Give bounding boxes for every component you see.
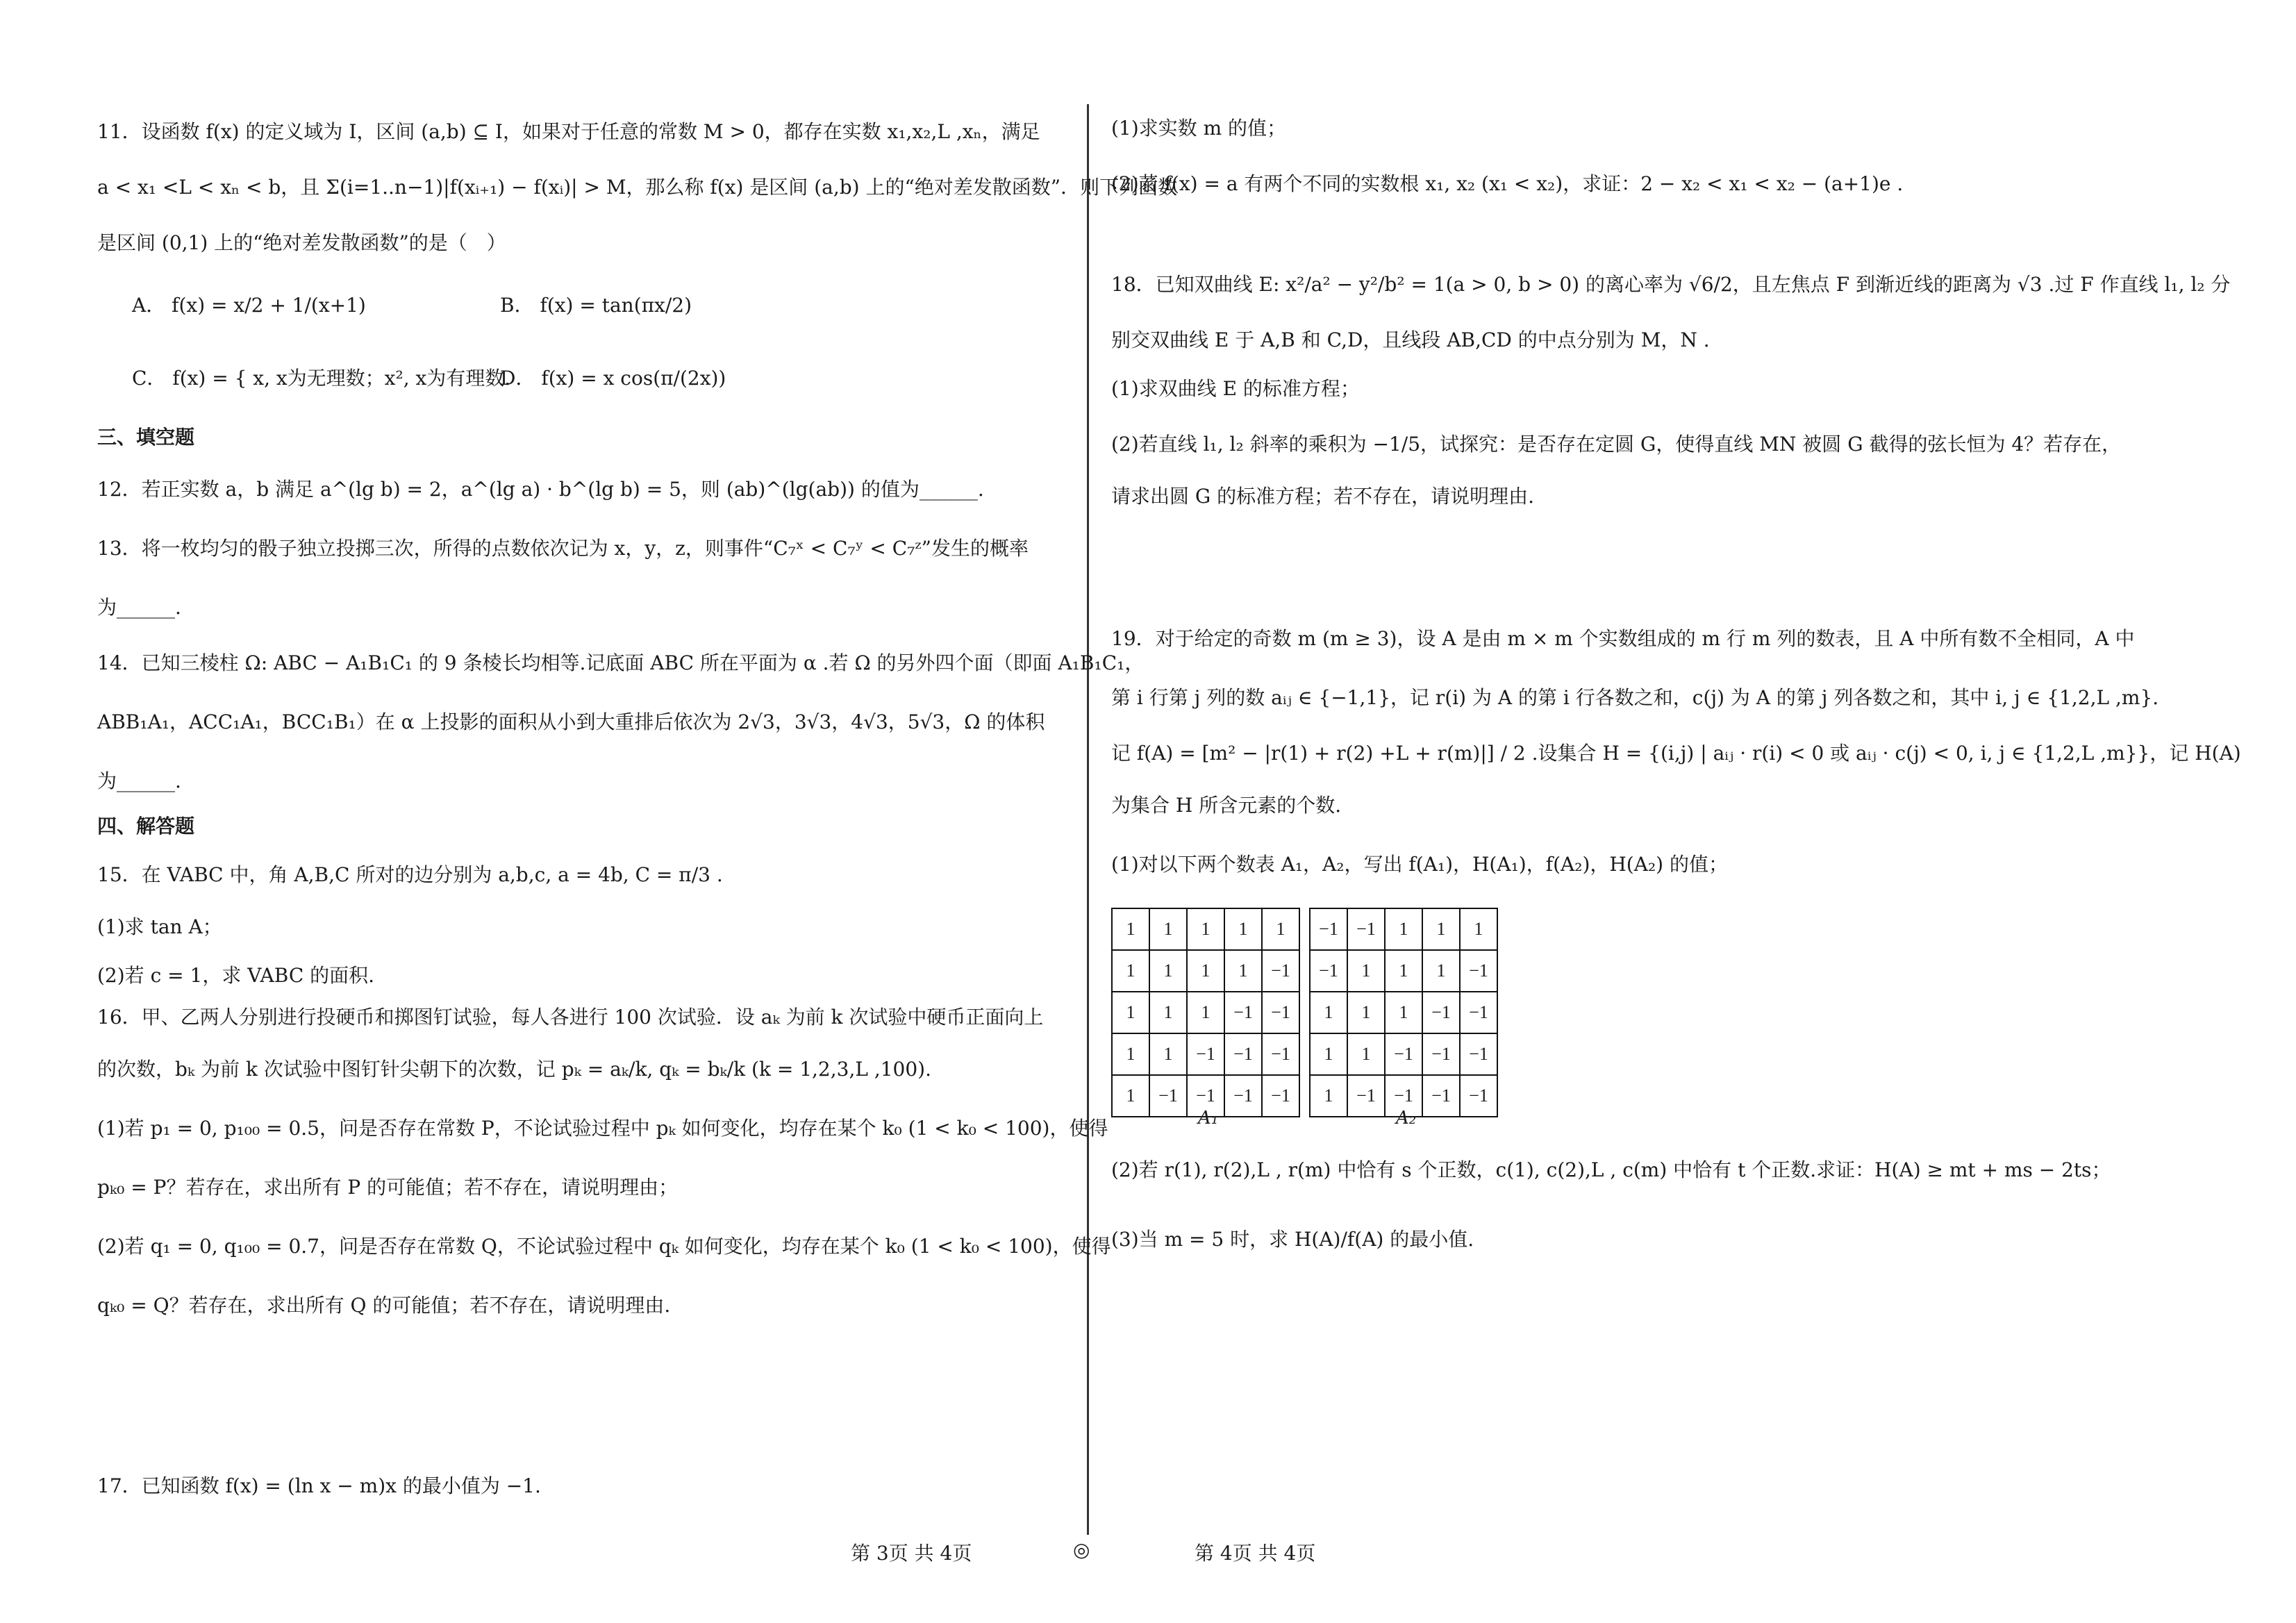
table-a1-cell: −1	[1224, 1075, 1262, 1117]
table-a2-cell: 1	[1422, 950, 1460, 992]
table-a1	[1111, 908, 1300, 1117]
q15-part2: (2)若 c = 1，求 VABC 的面积.	[97, 964, 375, 987]
table-a1-cell: 1	[1149, 1033, 1187, 1075]
table-a2-row	[1310, 908, 1497, 950]
q16-part1-line1: (1)若 p₁ = 0, p₁₀₀ = 0.5，问是否存在常数 P，不论试验过程中 pₖ 如何变化，均存在某个 k₀ (1 < k₀ < 100)，使得	[97, 1117, 1108, 1140]
q15-part1: (1)求 tan A；	[97, 915, 222, 938]
table-a2-row	[1310, 950, 1497, 992]
table-a2-cell: 1	[1460, 908, 1497, 950]
q11-line2: a < x₁ <L < xₙ < b，且 Σ(i=1..n−1)|f(xᵢ₊₁) − f(xᵢ)| > M，那么称 f(x) 是区间 (a,b) 上的“绝对差发散函数”．则下列函数	[97, 176, 1178, 199]
footer-mark: ◎	[1073, 1538, 1090, 1561]
table-a2-cell: −1	[1347, 908, 1385, 950]
q11-option-b: B． f(x) = tan(πx/2)	[500, 294, 692, 317]
table-a1-cell: 1	[1112, 1075, 1149, 1117]
table-a2-cell: 1	[1385, 908, 1422, 950]
page-number-left: 第 3页 共 4页	[851, 1542, 972, 1565]
table-a2-cell: −1	[1422, 1033, 1460, 1075]
table-a1-cell: −1	[1187, 1075, 1224, 1117]
q19-part2: (2)若 r(1), r(2),L , r(m) 中恰有 s 个正数，c(1), c(2),L , c(m) 中恰有 t 个正数.求证：H(A) ≥ mt + ms − 2ts；	[1111, 1158, 2111, 1181]
table-a2-cell: −1	[1310, 908, 1347, 950]
section-3-heading: 三、填空题	[97, 426, 195, 449]
table-a1-cell: −1	[1187, 1033, 1224, 1075]
table-a2	[1309, 908, 1498, 1117]
table-a2-cell: −1	[1422, 992, 1460, 1033]
table-a1-cell: 1	[1149, 992, 1187, 1033]
table-a1-cell: 1	[1187, 908, 1224, 950]
table-a2-cell: −1	[1385, 1033, 1422, 1075]
q16-part1-line2: pₖ₀ = P？若存在，求出所有 P 的可能值；若不存在，请说明理由；	[97, 1176, 679, 1199]
q16-part2-line2: qₖ₀ = Q？若存在，求出所有 Q 的可能值；若不存在，请说明理由.	[97, 1294, 671, 1317]
table-a1-cell: 1	[1187, 950, 1224, 992]
table-a1-row	[1112, 1033, 1299, 1075]
table-a1-cell: 1	[1187, 992, 1224, 1033]
table-a2-cell: −1	[1385, 1075, 1422, 1117]
q16-part2-line1: (2)若 q₁ = 0, q₁₀₀ = 0.7，问是否存在常数 Q，不论试验过程中 qₖ 如何变化，均存在某个 k₀ (1 < k₀ < 100)，使得	[97, 1235, 1111, 1258]
page-number-right: 第 4页 共 4页	[1195, 1542, 1316, 1565]
table-a2-cell: 1	[1385, 992, 1422, 1033]
table-a1-label: A₁	[1198, 1108, 1219, 1129]
table-a2-cell: −1	[1422, 1075, 1460, 1117]
table-a2-cell: 1	[1310, 1075, 1347, 1117]
table-a2-cell: −1	[1460, 1033, 1497, 1075]
table-a2-cell: 1	[1310, 1033, 1347, 1075]
table-a2-cell: 1	[1347, 1033, 1385, 1075]
table-a1-cell: −1	[1224, 992, 1262, 1033]
table-a1-cell: −1	[1262, 1033, 1299, 1075]
table-a2-cell: 1	[1347, 992, 1385, 1033]
table-a1-cell: 1	[1112, 950, 1149, 992]
q14-line2: ABB₁A₁，ACC₁A₁，BCC₁B₁）在 α 上投影的面积从小到大重排后依次为 2√3，3√3，4√3，5√3，Ω 的体积	[97, 710, 1045, 733]
q13-line2: 为______.	[97, 596, 181, 619]
table-a1-cell: −1	[1262, 1075, 1299, 1117]
q19-line3: 记 f(A) = [m² − |r(1) + r(2) +L + r(m)|] / 2 .设集合 H = {(i,j) | aᵢⱼ · r(i) < 0 或 aᵢⱼ · c(j) < 0, i, j ∈ {1,2,L ,m}}，记 H(A)	[1111, 742, 2241, 765]
q19-line2: 第 i 行第 j 列的数 aᵢⱼ ∈ {−1,1}，记 r(i) 为 A 的第 i 行各数之和，c(j) 为 A 的第 j 列各数之和，其中 i, j ∈ {1,2,L ,m}.	[1111, 686, 2159, 709]
table-a2-cell: 1	[1385, 950, 1422, 992]
table-a2-cell: 1	[1310, 992, 1347, 1033]
table-a1-cell: −1	[1262, 992, 1299, 1033]
q11-line3: 是区间 (0,1) 上的“绝对差发散函数”的是（ ）	[97, 231, 506, 254]
table-a2-cell: −1	[1347, 1075, 1385, 1117]
section-4-heading: 四、解答题	[97, 815, 195, 838]
q16-line2: 的次数，bₖ 为前 k 次试验中图钉针尖朝下的次数，记 pₖ = aₖ/k, qₖ = bₖ/k (k = 1,2,3,L ,100).	[97, 1058, 932, 1081]
table-a1-row	[1112, 950, 1299, 992]
table-a2-cell: 1	[1422, 908, 1460, 950]
table-a1-cell: −1	[1262, 950, 1299, 992]
q13-line1: 13．将一枚均匀的骰子独立投掷三次，所得的点数依次记为 x，y，z，则事件“C₇ˣ < C₇ʸ < C₇ᶻ”发生的概率	[97, 537, 1029, 560]
table-a2-cell: −1	[1310, 950, 1347, 992]
table-a1-cell: 1	[1224, 950, 1262, 992]
table-a1-cell: 1	[1262, 908, 1299, 950]
q11-option-a: A． f(x) = x/2 + 1/(x+1)	[132, 294, 366, 317]
table-a2-cell: 1	[1347, 950, 1385, 992]
q19-line1: 19．对于给定的奇数 m (m ≥ 3)，设 A 是由 m × m 个实数组成的 m 行 m 列的数表，且 A 中所有数不全相同，A 中	[1111, 627, 2135, 650]
table-a2-cell: −1	[1460, 950, 1497, 992]
q17-part2: (2)若 f(x) = a 有两个不同的实数根 x₁, x₂ (x₁ < x₂)，求证：2 − x₂ < x₁ < x₂ − (a+1)e .	[1111, 172, 1904, 195]
q18-part2-line2: 请求出圆 G 的标准方程；若不存在，请说明理由.	[1111, 485, 1535, 508]
q14-line3: 为______.	[97, 769, 181, 792]
q11-line1: 11．设函数 f(x) 的定义域为 I，区间 (a,b) ⊆ I，如果对于任意的常数 M > 0，都存在实数 x₁,x₂,L ,xₙ，满足	[97, 120, 1040, 143]
q15-line1: 15．在 VABC 中，角 A,B,C 所对的边分别为 a,b,c, a = 4b, C = π/3 .	[97, 863, 723, 886]
q14-line1: 14．已知三棱柱 Ω: ABC − A₁B₁C₁ 的 9 条棱长均相等.记底面 ABC 所在平面为 α .若 Ω 的另外四个面（即面 A₁B₁C₁，	[97, 651, 1145, 674]
table-a1-cell: 1	[1149, 950, 1187, 992]
table-a2-row	[1310, 992, 1497, 1033]
q12: 12．若正实数 a，b 满足 a^(lg b) = 2，a^(lg a) · b^(lg b) = 5，则 (ab)^(lg(ab)) 的值为______.	[97, 478, 984, 501]
q18-part2-line1: (2)若直线 l₁, l₂ 斜率的乘积为 −1/5，试探究：是否存在定圆 G，使得直线 MN 被圆 G 截得的弦长恒为 4？若存在，	[1111, 433, 2122, 456]
q19-part1: (1)对以下两个数表 A₁，A₂，写出 f(A₁)，H(A₁)，f(A₂)，H(A₂) 的值；	[1111, 853, 1728, 876]
table-a1-row	[1112, 992, 1299, 1033]
table-a1-cell: 1	[1112, 1033, 1149, 1075]
table-a2-row	[1310, 1033, 1497, 1075]
table-a2-label: A₂	[1396, 1108, 1417, 1129]
q11-option-d: D． f(x) = x cos(π/(2x))	[500, 367, 726, 390]
table-a1-cell: 1	[1112, 992, 1149, 1033]
q19-part3: (3)当 m = 5 时，求 H(A)/f(A) 的最小值.	[1111, 1228, 1474, 1251]
q11-option-c: C． f(x) = { x, x为无理数；x², x为有理数.	[132, 367, 511, 390]
q19-line4: 为集合 H 所含元素的个数.	[1111, 794, 1342, 817]
q18-part1: (1)求双曲线 E 的标准方程；	[1111, 377, 1360, 400]
table-a1-cell: 1	[1224, 908, 1262, 950]
table-a2-cell: −1	[1460, 992, 1497, 1033]
q17-part1: (1)求实数 m 的值；	[1111, 117, 1287, 140]
column-divider	[1087, 104, 1089, 1535]
table-a1-cell: −1	[1224, 1033, 1262, 1075]
table-a1-cell: 1	[1112, 908, 1149, 950]
table-a1-cell: 1	[1149, 908, 1187, 950]
table-a1-cell: −1	[1149, 1075, 1187, 1117]
q17: 17．已知函数 f(x) = (ln x − m)x 的最小值为 −1.	[97, 1474, 541, 1497]
table-a2-cell: −1	[1460, 1075, 1497, 1117]
q18-line1: 18．已知双曲线 E: x²/a² − y²/b² = 1(a > 0, b > 0) 的离心率为 √6/2，且左焦点 F 到渐近线的距离为 √3 .过 F 作直线 l₁, l₂ 分	[1111, 273, 2231, 296]
table-a1-row	[1112, 908, 1299, 950]
q18-line2: 别交双曲线 E 于 A,B 和 C,D，且线段 AB,CD 的中点分别为 M，N .	[1111, 328, 1710, 351]
q16-line1: 16．甲、乙两人分别进行投硬币和掷图钉试验，每人各进行 100 次试验．设 aₖ 为前 k 次试验中硬币正面向上	[97, 1006, 1044, 1029]
